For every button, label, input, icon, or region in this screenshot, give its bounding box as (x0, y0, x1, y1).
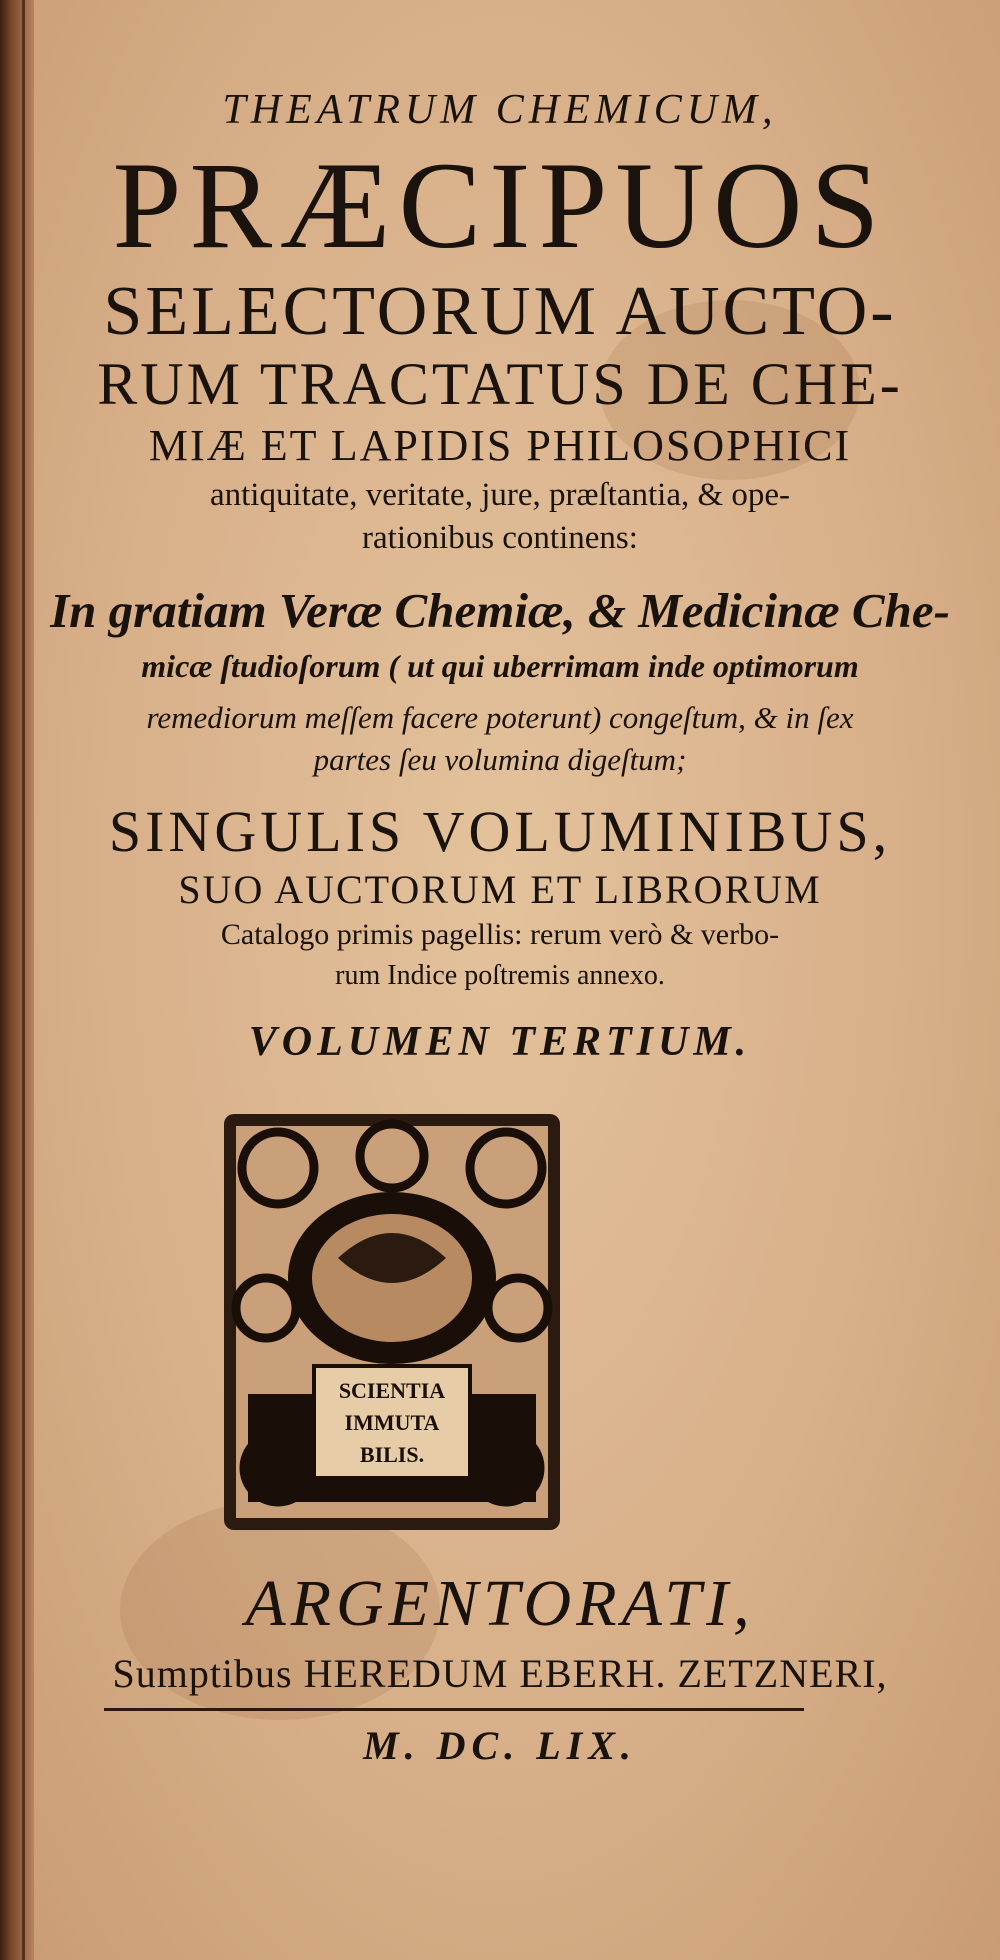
text-partes: partes ſeu volumina digeſtum; (313, 742, 687, 777)
emblem-motto-line-3: BILIS. (359, 1442, 425, 1467)
volume-title: VOLUMEN TERTIUM. (248, 1019, 752, 1065)
text-studiosorum: micæ ſtudioſorum ( ut qui uberrimam inde optimorum (141, 648, 859, 684)
heading-suo-auctorum: SUO AUCTORUM ET LIBRORUM (178, 867, 822, 912)
heading-singulis: SINGULIS VOLUMINIBUS, (108, 799, 892, 864)
text-gratiam: In gratiam Veræ Chemiæ, & Medicinæ Che- (50, 583, 950, 638)
heading-lapidis: MIÆ ET LAPIDIS PHILOSOPHICI (148, 421, 852, 470)
imprint-place: ARGENTORATI, (245, 1567, 755, 1640)
text-catalogo: Catalogo primis pagellis: rerum verò & verbo- (220, 918, 780, 951)
printers-emblem (218, 1108, 566, 1536)
text-remediorum: remediorum meſſem facere poterunt) congeſtum, & in ſex (146, 700, 854, 735)
imprint-rule (104, 1708, 804, 1711)
text-indice: rum Indice poſtremis annexo. (335, 960, 665, 991)
heading-selectorum: SELECTORUM AUCTO- (103, 273, 897, 350)
heading-tractatus: RUM TRACTATUS DE CHE- (97, 351, 903, 417)
emblem-motto-line-2: IMMUTA (344, 1410, 440, 1435)
top-title: THEATRUM CHEMICUM, (222, 87, 778, 133)
text-rationibus: rationibus continens: (362, 520, 638, 556)
emblem-motto-line-1: SCIENTIA (338, 1378, 446, 1403)
imprint-publisher: Sumptibus HEREDUM EBERH. ZETZNERI, (112, 1651, 888, 1696)
text-antiquitate: antiquitate, veritate, jure, præſtantia, & ope- (209, 477, 791, 513)
imprint-year: M. DC. LIX. (363, 1723, 637, 1768)
heading-praecipuos: PRÆCIPUOS (112, 137, 888, 274)
